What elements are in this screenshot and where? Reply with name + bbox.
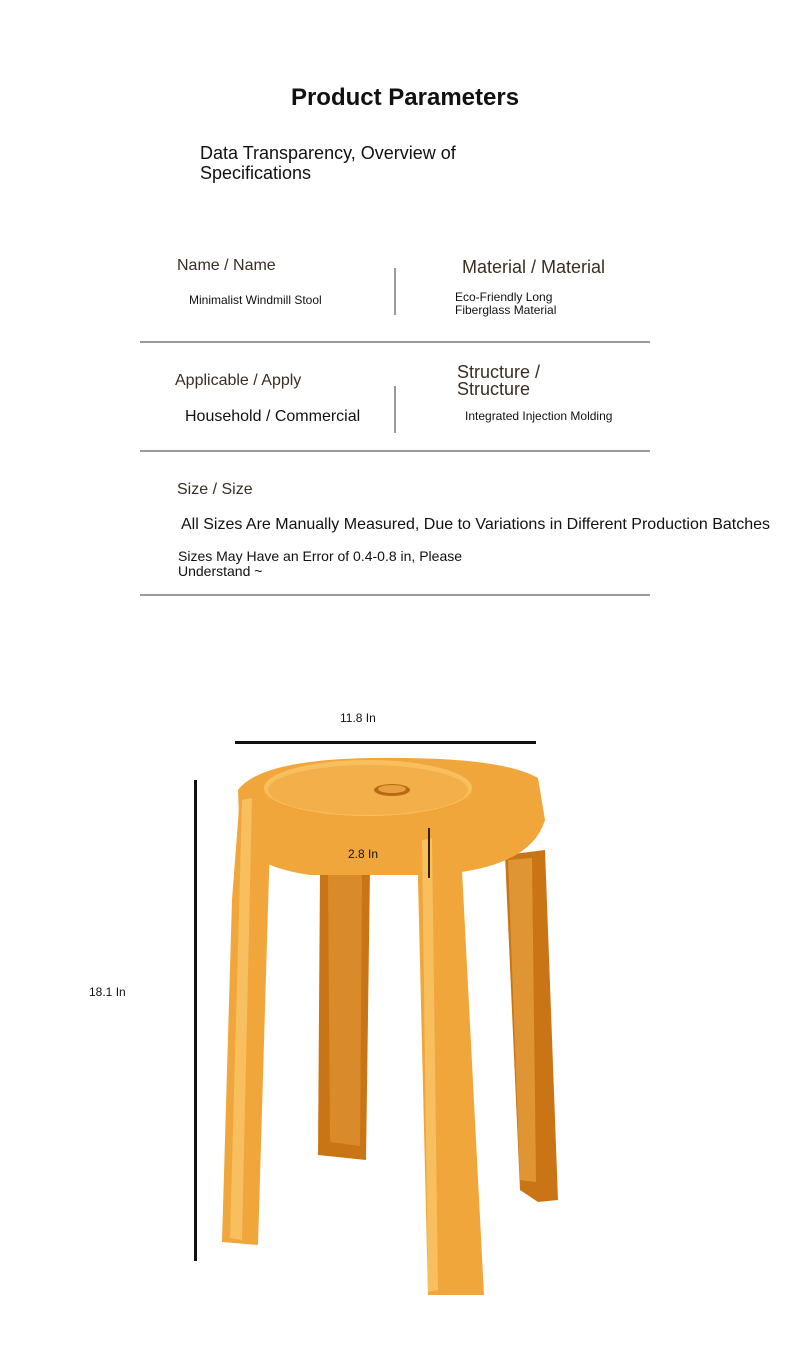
material-value-line-1: Eco-Friendly Long bbox=[455, 290, 553, 304]
structure-label-line-2: Structure bbox=[457, 379, 531, 399]
applicable-label: Applicable / Apply bbox=[175, 372, 302, 389]
material-label: Material / Material bbox=[462, 257, 606, 277]
row-divider bbox=[140, 450, 650, 452]
material-value-line-2: Fiberglass Material bbox=[455, 303, 557, 317]
size-error-line-2: Understand ~ bbox=[178, 563, 263, 579]
hole-dimension-label: 2.8 In bbox=[348, 847, 379, 861]
page-subtitle: Data Transparency, Overview of Specifications bbox=[200, 143, 456, 183]
size-note: All Sizes Are Manually Measured, Due to Variations in Different Production Batches bbox=[181, 516, 771, 533]
column-divider bbox=[394, 268, 396, 315]
width-dimension-label: 11.8 In bbox=[340, 711, 376, 725]
width-dimension-bar bbox=[235, 741, 536, 744]
structure-value: Integrated Injection Molding bbox=[465, 409, 613, 423]
stool-seat-hole-inner bbox=[378, 785, 406, 793]
size-label: Size / Size bbox=[177, 481, 253, 498]
stool-back-leg-right-inner bbox=[508, 858, 536, 1182]
row-divider bbox=[140, 341, 650, 343]
height-dimension-label: 18.1 In bbox=[89, 985, 126, 999]
stool-back-leg-left-inner bbox=[328, 875, 362, 1146]
height-dimension-bar bbox=[194, 780, 197, 1261]
row-divider bbox=[140, 594, 650, 596]
name-value: Minimalist Windmill Stool bbox=[189, 293, 322, 307]
applicable-value: Household / Commercial bbox=[185, 408, 361, 425]
structure-label-line-1: Structure / bbox=[457, 362, 541, 382]
name-label: Name / Name bbox=[177, 257, 276, 274]
column-divider bbox=[394, 386, 396, 433]
stool-image bbox=[200, 750, 580, 1310]
size-error-line-1: Sizes May Have an Error of 0.4-0.8 in, Please bbox=[178, 548, 463, 564]
page-title: Product Parameters bbox=[290, 84, 520, 111]
stool-seat-rim bbox=[268, 765, 468, 815]
